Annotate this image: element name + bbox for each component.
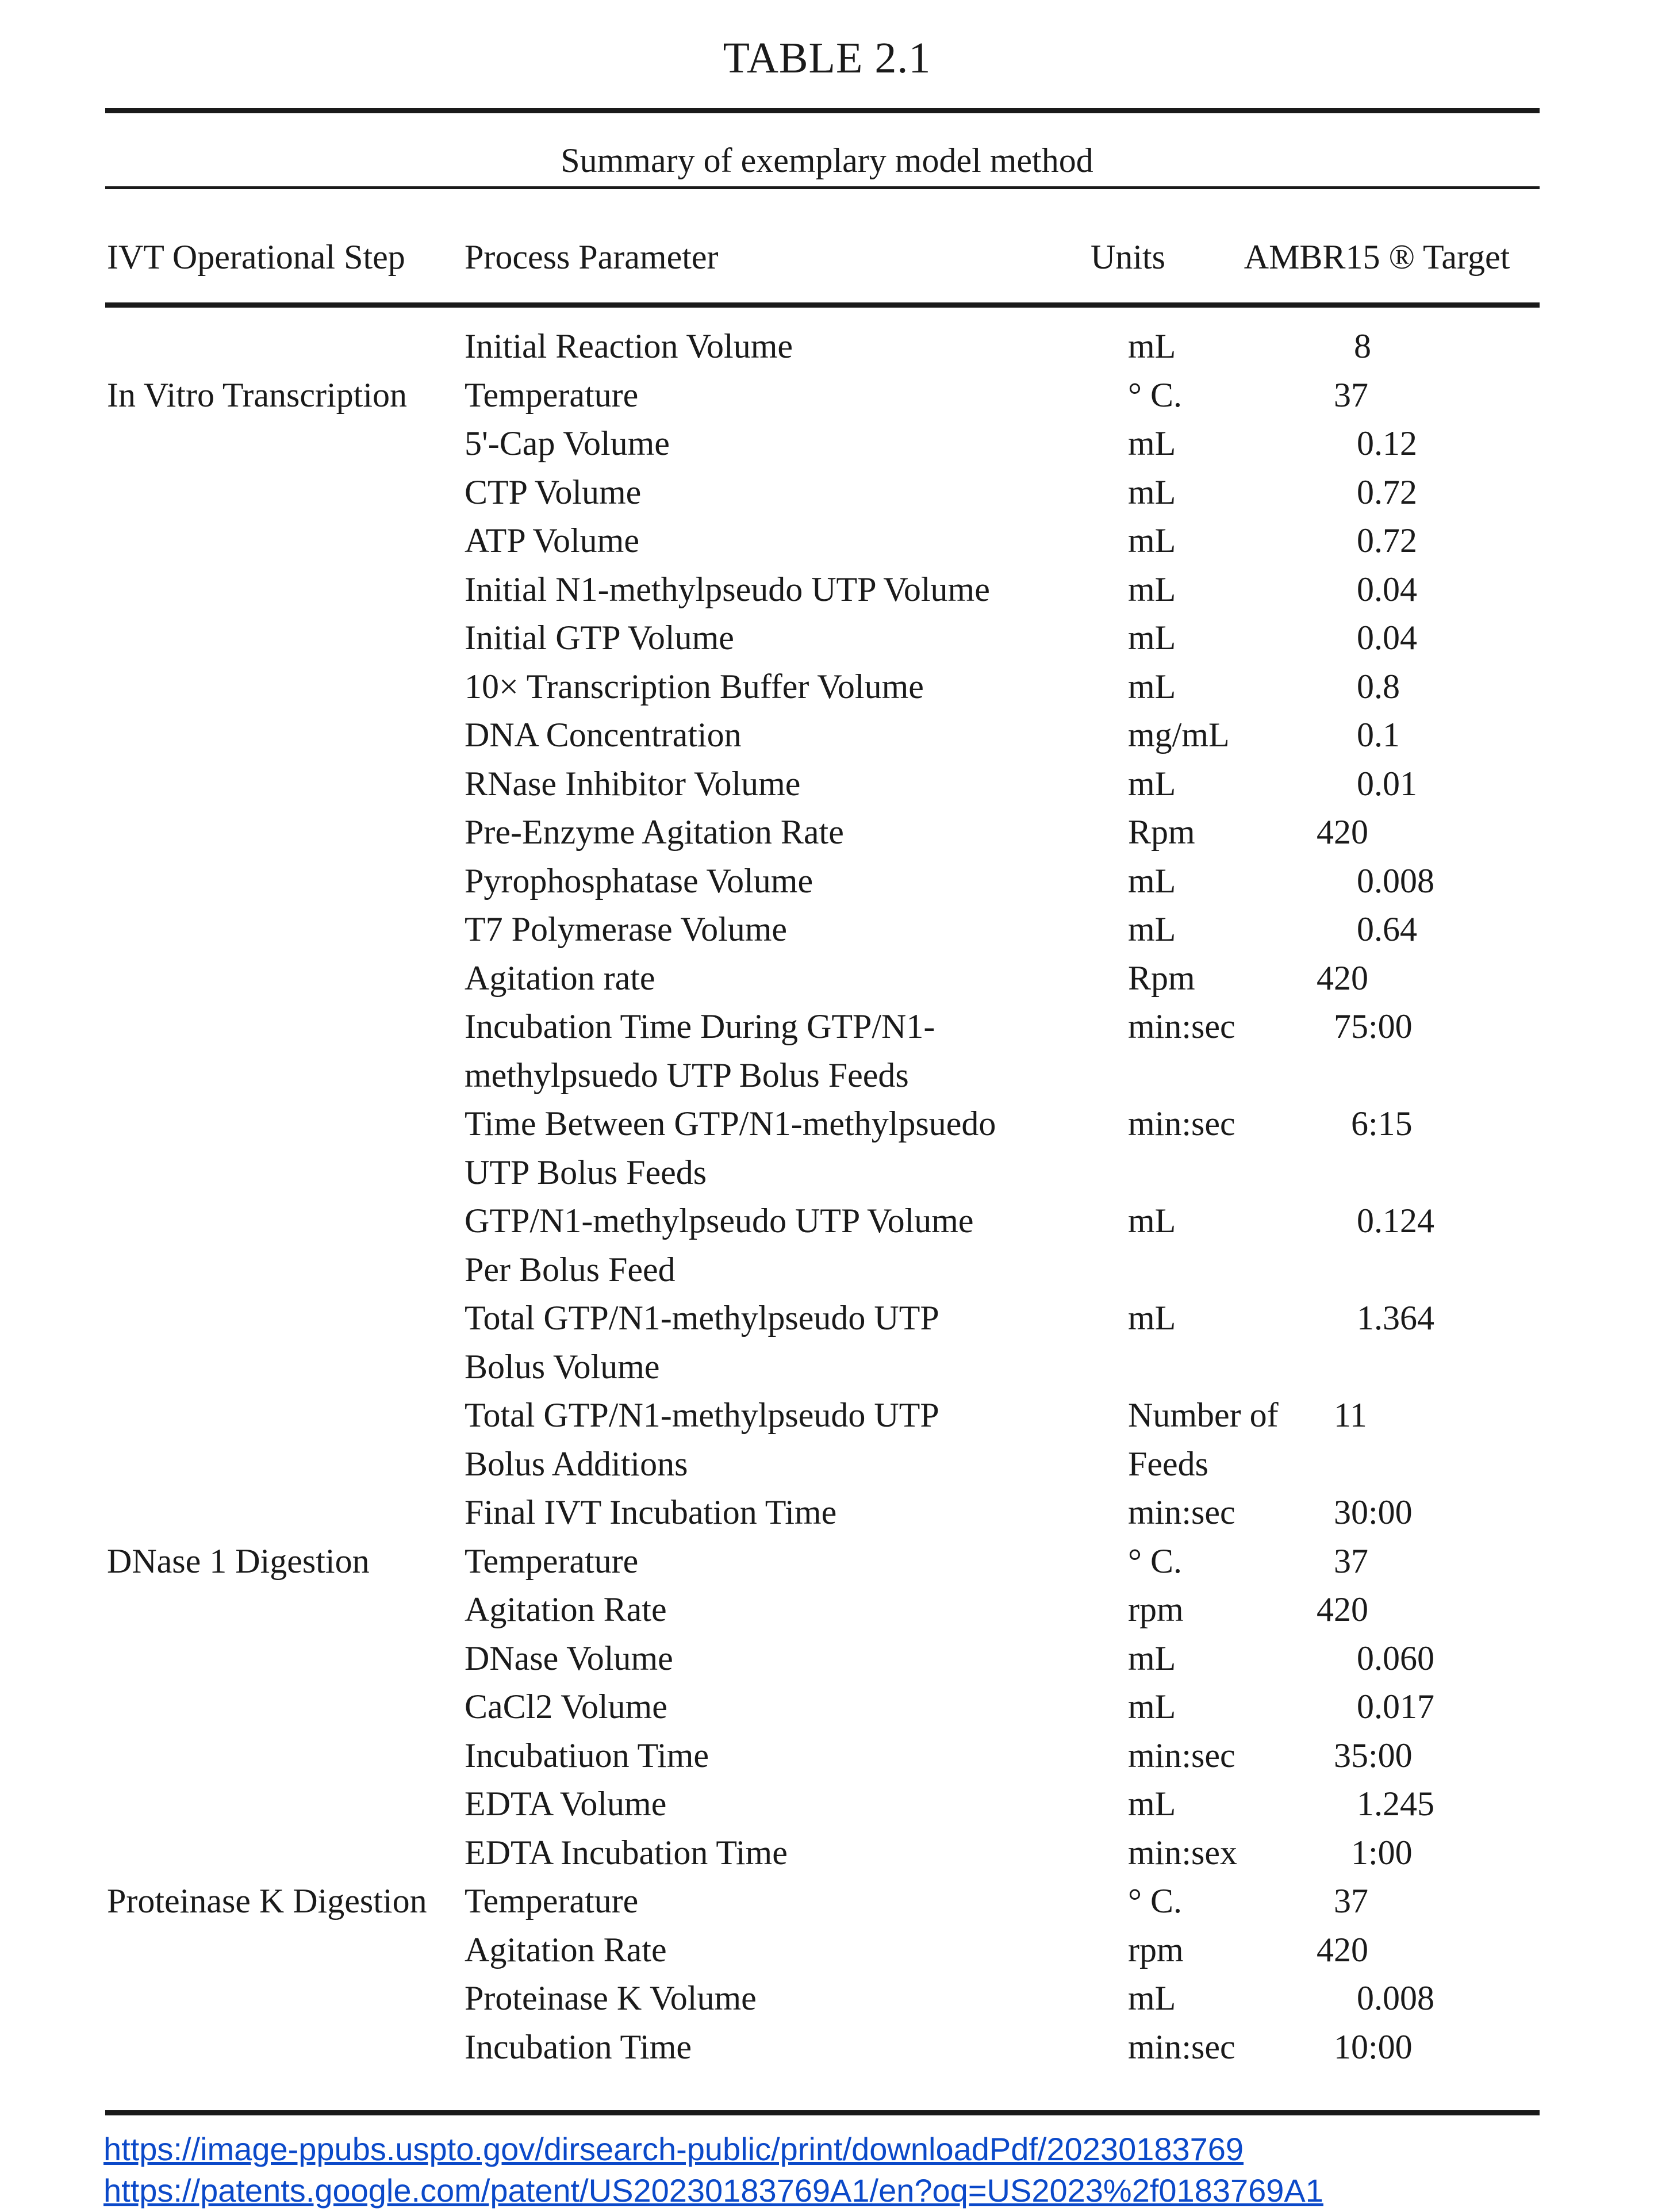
process-parameter-cell: CaCl2 Volume bbox=[465, 1688, 667, 1726]
target-value-cell: 0.060 bbox=[1357, 1639, 1434, 1677]
table-row: Incubation Time min:sec 10:00 bbox=[0, 2023, 1654, 2072]
table-row: DNA Concentration mg/mL 0.1 bbox=[0, 711, 1654, 760]
target-value-cell: 420 bbox=[1317, 1590, 1368, 1628]
process-parameter-cell: EDTA Volume bbox=[465, 1785, 667, 1823]
target-value-cell: 0.1 bbox=[1357, 716, 1400, 754]
table-row: DNase Volume mL 0.060 bbox=[0, 1634, 1654, 1683]
caption-rule bbox=[105, 186, 1540, 189]
target-value-cell: 37 bbox=[1334, 1882, 1368, 1920]
table-row: CTP Volume mL 0.72 bbox=[0, 468, 1654, 517]
process-parameter-cell: Initial N1-methylpseudo UTP Volume bbox=[465, 570, 990, 608]
target-value-cell: 0.017 bbox=[1357, 1688, 1434, 1726]
table-row: 5'-Cap Volume mL 0.12 bbox=[0, 419, 1654, 468]
target-value-cell: 0.04 bbox=[1357, 570, 1417, 608]
target-value-cell: 8 bbox=[1354, 327, 1371, 365]
process-parameter-cell: ATP Volume bbox=[465, 522, 639, 559]
target-value-cell: 10:00 bbox=[1334, 2027, 1413, 2066]
process-parameter-cell: Incubatiuon Time bbox=[465, 1736, 709, 1774]
header-target: AMBR15 ® Target bbox=[1244, 238, 1510, 276]
process-parameter-cell: Incubation Time During GTP/N1- methylpsuedo UTP Bolus Feeds bbox=[465, 1007, 935, 1094]
target-value-cell: 0.01 bbox=[1357, 764, 1417, 803]
process-parameter-cell: Agitation rate bbox=[465, 959, 655, 997]
target-value-cell: 30:00 bbox=[1334, 1493, 1413, 1531]
target-value-cell: 420 bbox=[1317, 813, 1368, 851]
target-value-cell: 0.72 bbox=[1357, 522, 1417, 559]
target-value-cell: 0.008 bbox=[1357, 1979, 1434, 2017]
table-row: 10× Transcription Buffer Volume mL 0.8 bbox=[0, 662, 1654, 711]
process-parameter-cell: CTP Volume bbox=[465, 473, 642, 511]
process-parameter-cell: Temperature bbox=[465, 1882, 639, 1920]
target-value-cell: 75:00 bbox=[1334, 1007, 1413, 1045]
process-parameter-cell: EDTA Incubation Time bbox=[465, 1833, 788, 1872]
target-value-cell: 6:15 bbox=[1351, 1105, 1413, 1143]
table-row: Agitation Rate rpm 420 bbox=[0, 1926, 1654, 1975]
process-parameter-cell: RNase Inhibitor Volume bbox=[465, 764, 801, 803]
table-row: In Vitro Transcription Temperature ° C. 37 bbox=[0, 371, 1654, 420]
process-parameter-cell: Initial Reaction Volume bbox=[465, 327, 793, 365]
process-parameter-cell: Agitation Rate bbox=[465, 1930, 667, 1969]
table-row: Proteinase K Digestion Temperature ° C. 37 bbox=[0, 1877, 1654, 1926]
table-row: Initial Reaction Volume mL 8 bbox=[0, 322, 1654, 371]
target-value-cell: 37 bbox=[1334, 1542, 1368, 1580]
target-value-cell: 37 bbox=[1334, 375, 1368, 414]
table-row: Proteinase K Volume mL 0.008 bbox=[0, 1974, 1654, 2023]
header-rule bbox=[105, 302, 1540, 308]
process-parameter-cell: DNA Concentration bbox=[465, 716, 742, 754]
table-row: Pre-Enzyme Agitation Rate Rpm 420 bbox=[0, 808, 1654, 857]
process-parameter-cell: Initial GTP Volume bbox=[465, 619, 734, 657]
operational-step-cell: Proteinase K Digestion bbox=[107, 1882, 427, 1920]
process-parameter-cell: Total GTP/N1-methylpseudo UTP Bolus Additions bbox=[465, 1396, 939, 1483]
target-value-cell: 0.124 bbox=[1357, 1202, 1434, 1240]
bottom-rule bbox=[105, 2110, 1540, 2115]
target-value-cell: 0.12 bbox=[1357, 424, 1417, 462]
uspto-link[interactable]: https://image-ppubs.uspto.gov/dirsearch-public/print/downloadPdf/20230183769 bbox=[103, 2131, 1244, 2167]
table-row: GTP/N1-methylpseudo UTP Volume Per Bolus Feed mL 0.124 bbox=[0, 1197, 1654, 1294]
table-caption: Summary of exemplary model method bbox=[561, 141, 1093, 179]
target-value-cell: 0.72 bbox=[1357, 473, 1417, 511]
top-rule bbox=[105, 108, 1540, 113]
table-row: Initial GTP Volume mL 0.04 bbox=[0, 614, 1654, 662]
operational-step-cell: DNase 1 Digestion bbox=[107, 1542, 370, 1580]
target-value-cell: 35:00 bbox=[1334, 1736, 1413, 1774]
process-parameter-cell: Time Between GTP/N1-methylpsuedo UTP Bolus Feeds bbox=[465, 1105, 996, 1191]
target-value-cell: 0.008 bbox=[1357, 861, 1434, 900]
table-body bbox=[0, 322, 1654, 2071]
process-parameter-cell: Proteinase K Volume bbox=[465, 1979, 757, 2017]
process-parameter-cell: GTP/N1-methylpseudo UTP Volume Per Bolus Feed bbox=[465, 1202, 974, 1289]
target-value-cell: 0.64 bbox=[1357, 910, 1417, 948]
process-parameter-cell: Pre-Enzyme Agitation Rate bbox=[465, 813, 844, 851]
header-param: Process Parameter bbox=[465, 238, 719, 276]
reference-links bbox=[103, 2129, 1323, 2211]
table-row: Initial N1-methylpseudo UTP Volume mL 0.04 bbox=[0, 565, 1654, 614]
target-value-cell: 1.364 bbox=[1357, 1299, 1434, 1337]
table-row: EDTA Volume mL 1.245 bbox=[0, 1780, 1654, 1828]
table-row: Final IVT Incubation Time min:sec 30:00 bbox=[0, 1488, 1654, 1537]
table-row: Agitation rate Rpm 420 bbox=[0, 954, 1654, 1003]
process-parameter-cell: DNase Volume bbox=[465, 1639, 673, 1677]
table-row: Pyrophosphatase Volume mL 0.008 bbox=[0, 857, 1654, 906]
google-patents-link[interactable]: https://patents.google.com/patent/US20230183769A1/en?oq=US2023%2f0183769A1 bbox=[103, 2172, 1323, 2209]
process-parameter-cell: 5'-Cap Volume bbox=[465, 424, 670, 462]
process-parameter-cell: Final IVT Incubation Time bbox=[465, 1493, 837, 1531]
target-value-cell: 0.04 bbox=[1357, 619, 1417, 657]
table-row: DNase 1 Digestion Temperature ° C. 37 bbox=[0, 1537, 1654, 1586]
table-row: Agitation Rate rpm 420 bbox=[0, 1585, 1654, 1634]
table-row: Total GTP/N1-methylpseudo UTP Bolus Additions Number of Feeds 11 bbox=[0, 1391, 1654, 1488]
operational-step-cell: In Vitro Transcription bbox=[107, 375, 407, 414]
table-row: T7 Polymerase Volume mL 0.64 bbox=[0, 905, 1654, 954]
table-row: RNase Inhibitor Volume mL 0.01 bbox=[0, 760, 1654, 808]
process-parameter-cell: Incubation Time bbox=[465, 2027, 692, 2066]
process-parameter-cell: Pyrophosphatase Volume bbox=[465, 861, 813, 900]
target-value-cell: 0.8 bbox=[1357, 667, 1400, 706]
table-row: Total GTP/N1-methylpseudo UTP Bolus Volume mL 1.364 bbox=[0, 1294, 1654, 1391]
process-parameter-cell: 10× Transcription Buffer Volume bbox=[465, 667, 924, 706]
target-value-cell: 420 bbox=[1317, 1930, 1368, 1969]
table-row: Time Between GTP/N1-methylpsuedo UTP Bolus Feeds min:sec 6:15 bbox=[0, 1099, 1654, 1197]
table-title: TABLE 2.1 bbox=[723, 34, 931, 82]
process-parameter-cell: T7 Polymerase Volume bbox=[465, 910, 788, 948]
table-row: EDTA Incubation Time min:sex 1:00 bbox=[0, 1828, 1654, 1877]
target-value-cell: 420 bbox=[1317, 959, 1368, 997]
header-step: IVT Operational Step bbox=[107, 238, 405, 276]
process-parameter-cell: Temperature bbox=[465, 1542, 639, 1580]
table-row: CaCl2 Volume mL 0.017 bbox=[0, 1682, 1654, 1731]
target-value-cell: 11 bbox=[1334, 1396, 1367, 1434]
table-row: Incubation Time During GTP/N1- methylpsuedo UTP Bolus Feeds min:sec 75:00 bbox=[0, 1002, 1654, 1099]
process-parameter-cell: Total GTP/N1-methylpseudo UTP Bolus Volume bbox=[465, 1299, 939, 1386]
target-value-cell: 1:00 bbox=[1351, 1833, 1413, 1872]
target-value-cell: 1.245 bbox=[1357, 1785, 1434, 1823]
process-parameter-cell: Agitation Rate bbox=[465, 1590, 667, 1628]
table-row: ATP Volume mL 0.72 bbox=[0, 516, 1654, 565]
header-units: Units bbox=[1090, 238, 1166, 276]
table-row: Incubatiuon Time min:sec 35:00 bbox=[0, 1731, 1654, 1780]
process-parameter-cell: Temperature bbox=[465, 375, 639, 414]
